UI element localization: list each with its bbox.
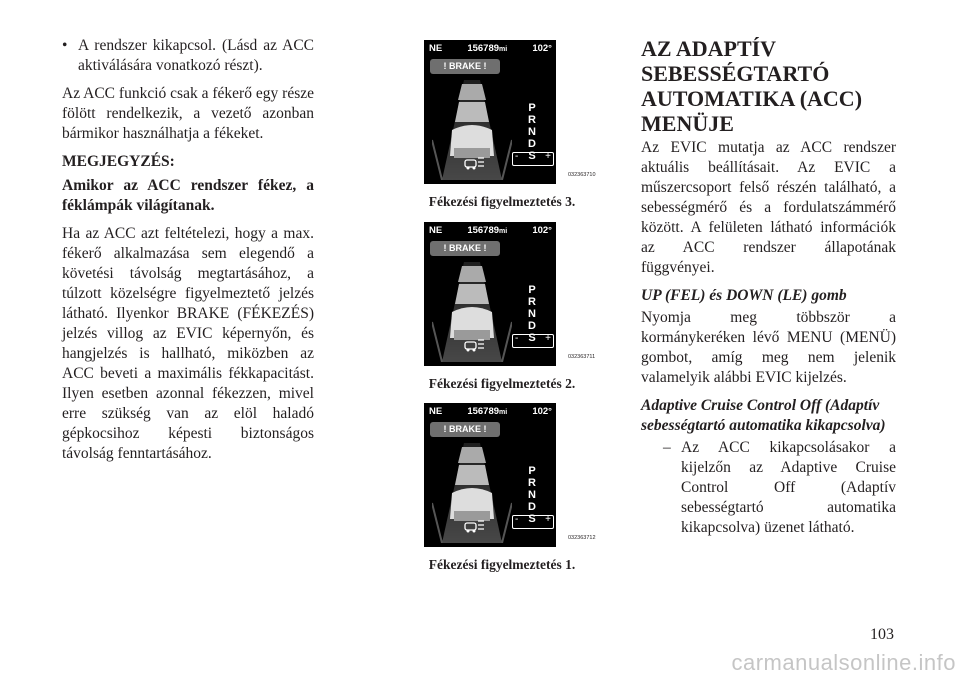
minus-sign: - (515, 514, 519, 525)
figure-code: 032363710 (568, 172, 596, 178)
paragraph-intro: Az EVIC mutatja az ACC rendszer aktuális beállításait. Az EVIC a műszercsoport felső részén található, a sebességmérő és a fordulatszámmérő között. A felületen látható információk az ACC rendszer állapotának függvényei. (641, 139, 896, 276)
odometer-unit: mi (499, 46, 508, 53)
minus-sign: - (515, 333, 519, 344)
right-column (641, 36, 896, 538)
gear-s: S (528, 150, 536, 162)
paragraph-acc-braking: Az ACC funkció csak a fékerő egy része fölött rendelkezik, a vezető azonban bármikor használhatja a fékeket. (62, 85, 314, 142)
gear-p: P (528, 284, 536, 296)
evic-status-bar (429, 406, 552, 417)
evic-screen (424, 403, 556, 547)
figure-caption: Fékezési figyelmeztetés 2. (428, 376, 576, 391)
acc-car-icon (464, 337, 486, 353)
paragraph-brake-warning: Ha az ACC azt feltételezi, hogy a max. fékerő alkalmazása sem elegendő a követési távolság megtartásához, a túlzott közelségre figyelmeztető jelzés látható. Ilyenkor BRAKE (FÉKEZÉS) jelzés villog az EVIC képernyőn, és hangjelzés is hallható, miközben az ACC beveti a maximális fékkapacitást. Ilyen esetben azonnal fékezzen, mivel erre szükség van az elöl haladó gépkocsihoz képesti biztonságos távolság fenntartásához. (62, 225, 314, 462)
subheading-acc-off: Adaptive Cruise Control Off (Adaptív sebességtartó automatika kikapcsolva) (641, 397, 886, 434)
brake-warning-banner: ! BRAKE ! (430, 59, 500, 74)
odometer-readout (467, 225, 507, 236)
subheading-up-down: UP (FEL) és DOWN (LE) gomb (641, 287, 847, 304)
compass-readout: NE (429, 225, 443, 236)
odometer-readout (467, 406, 507, 417)
temperature-readout: 102° (532, 225, 552, 236)
gear-n: N (528, 489, 536, 501)
evic-screen (424, 222, 556, 366)
gear-r: R (528, 114, 536, 126)
gear-select-box (512, 515, 554, 529)
dash-mark: – (663, 439, 671, 456)
gear-s: S (528, 513, 536, 525)
figure-code: 032363712 (568, 535, 596, 541)
gear-p: P (528, 465, 536, 477)
odometer-value: 156789 (467, 43, 500, 54)
odometer-unit: mi (499, 409, 508, 416)
gear-p: P (528, 102, 536, 114)
figure-caption: Fékezési figyelmeztetés 3. (428, 194, 576, 209)
gear-d: D (528, 501, 536, 513)
paragraph-menu-button: Nyomja meg többször a kormánykeréken lévő MENU (MENÜ) gombot, amíg meg nem jelenik valamelyik alábbi EVIC kijelzés. (641, 309, 896, 386)
gear-n: N (528, 308, 536, 320)
dash-item (663, 438, 896, 538)
odometer-readout (467, 43, 507, 54)
figure-caption: Fékezési figyelmeztetés 1. (428, 557, 576, 572)
minus-sign: - (515, 151, 519, 162)
compass-readout: NE (429, 43, 443, 54)
plus-sign: + (545, 514, 551, 525)
gear-select-box (512, 334, 554, 348)
gear-r: R (528, 296, 536, 308)
compass-readout: NE (429, 406, 443, 417)
temperature-readout: 102° (532, 406, 552, 417)
odometer-value: 156789 (467, 225, 500, 236)
note-text: Amikor az ACC rendszer fékez, a féklámpák világítanak. (62, 177, 314, 214)
acc-car-icon (464, 155, 486, 171)
evic-screen (424, 40, 556, 184)
brake-warning-banner: ! BRAKE ! (430, 241, 500, 256)
gear-r: R (528, 477, 536, 489)
odometer-value: 156789 (467, 406, 500, 417)
acc-car-icon (464, 518, 486, 534)
plus-sign: + (545, 333, 551, 344)
gear-n: N (528, 126, 536, 138)
note-heading: MEGJEGYZÉS: (62, 153, 175, 170)
dash-text: Az ACC kikapcsolásakor a kijelzőn az Adaptive Cruise Control Off (Adaptív sebességtartó automatika kikapcsolva) üzenet látható. (681, 439, 896, 536)
bullet-text: A rendszer kikapcsol. (Lásd az ACC aktiválására vonatkozó részt). (78, 37, 314, 74)
bullet-item (62, 36, 314, 76)
evic-status-bar (429, 43, 552, 54)
evic-status-bar (429, 225, 552, 236)
bullet-mark: • (62, 37, 68, 54)
watermark: carmanualsonline.info (731, 650, 956, 675)
gear-s: S (528, 332, 536, 344)
odometer-unit: mi (499, 228, 508, 235)
section-title: AZ ADAPTÍV SEBESSÉGTARTÓ AUTOMATIKA (ACC) MENÜJE (641, 36, 863, 136)
figure-code: 032363711 (568, 354, 596, 360)
brake-warning-banner: ! BRAKE ! (430, 422, 500, 437)
gear-d: D (528, 138, 536, 150)
gear-d: D (528, 320, 536, 332)
page-number: 103 (870, 626, 894, 643)
gear-select-box (512, 152, 554, 166)
plus-sign: + (545, 151, 551, 162)
temperature-readout: 102° (532, 43, 552, 54)
left-column (62, 36, 314, 472)
